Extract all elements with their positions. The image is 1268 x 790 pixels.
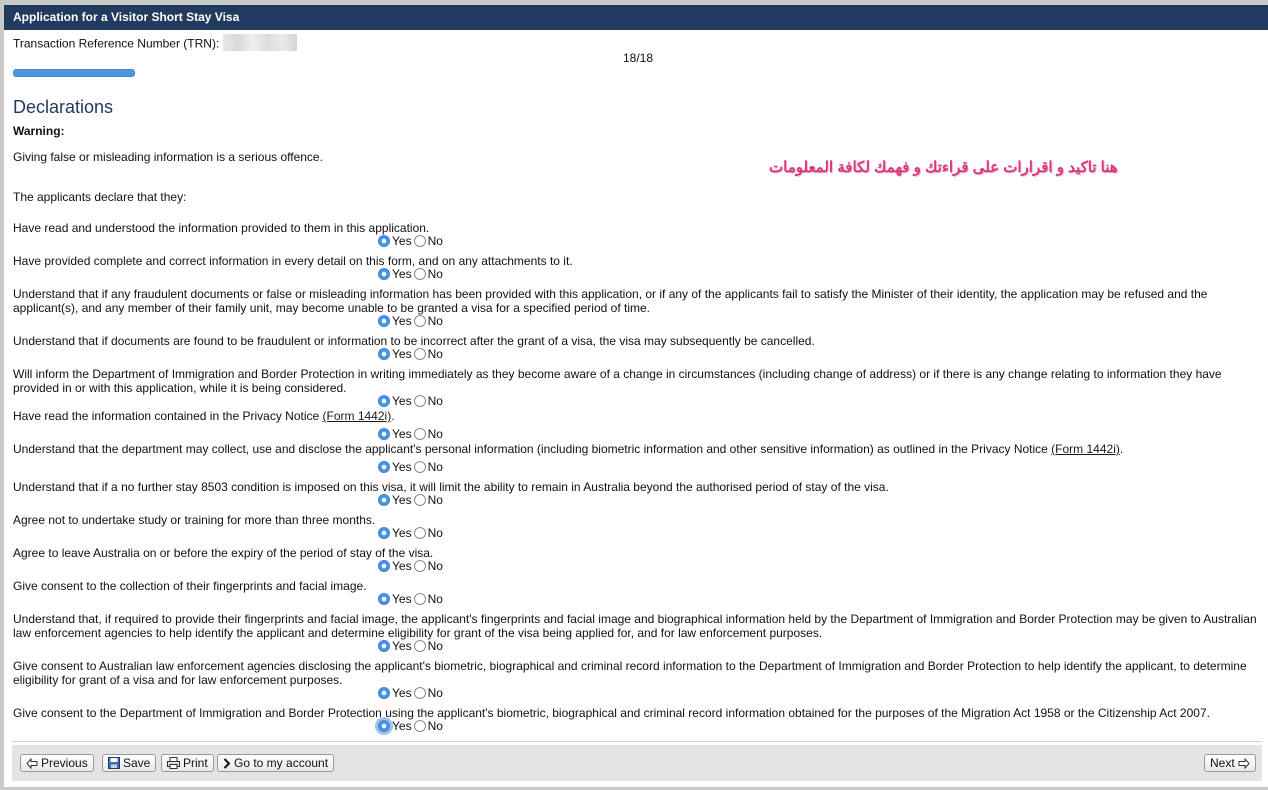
declaration-item	[13, 367, 1261, 395]
arrow-right-icon	[1238, 758, 1250, 769]
no-label: No	[427, 686, 443, 700]
no-radio[interactable]	[414, 348, 426, 360]
privacy-notice-link[interactable]: (Form 1442i)	[1051, 442, 1120, 456]
declaration-text	[13, 442, 1261, 456]
no-radio[interactable]	[414, 494, 426, 506]
yes-radio[interactable]	[378, 494, 390, 506]
yes-radio[interactable]	[378, 720, 390, 732]
no-label: No	[427, 394, 443, 408]
no-label: No	[427, 267, 443, 281]
next-button[interactable]	[1204, 754, 1256, 772]
declaration-item	[13, 579, 1261, 593]
declaration-answer	[378, 234, 498, 248]
warning-text: Giving false or misleading information is a serious offence.	[13, 150, 323, 164]
progress-bar-fill	[14, 70, 134, 76]
no-radio[interactable]	[414, 461, 426, 473]
declaration-answer	[378, 427, 498, 441]
chevron-right-icon	[223, 758, 231, 769]
yes-label: Yes	[392, 234, 412, 248]
yes-radio[interactable]	[378, 593, 390, 605]
declaration-text-main: Understand that the department may collect, use and disclose the applicant's personal information (including biometric information and other sensitive information) as outlined in the Privacy Notice	[13, 442, 1052, 456]
no-label: No	[427, 427, 443, 441]
no-label: No	[427, 493, 443, 507]
no-label: No	[427, 347, 443, 361]
print-button[interactable]	[161, 754, 214, 772]
no-label: No	[427, 559, 443, 573]
no-label: No	[427, 234, 443, 248]
declaration-item	[13, 546, 1261, 560]
declaration-item	[13, 706, 1261, 720]
declaration-text: Understand that if any fraudulent documents or false or misleading information has been provided with this application, or if any of the applicants fail to satisfy the Minister of their identity, the application may be refused and the applicant(s), and any member of their family unit, may become unable to be granted a visa for a specified period of time.	[13, 287, 1208, 315]
yes-label: Yes	[392, 460, 412, 474]
no-radio[interactable]	[414, 268, 426, 280]
annotation-note: هنا تاكيد و اقرارات على قراءتك و فهمك لكافة المعلومات	[769, 159, 1118, 176]
declaration-answer	[378, 719, 498, 733]
save-button[interactable]	[102, 754, 156, 772]
declaration-item	[13, 409, 1261, 423]
declaration-answer	[378, 526, 498, 540]
declaration-answer	[378, 314, 498, 328]
no-label: No	[427, 639, 443, 653]
warning-label: Warning:	[13, 124, 65, 138]
privacy-notice-link[interactable]: (Form 1442i)	[322, 409, 392, 423]
declaration-item	[13, 612, 1261, 640]
yes-label: Yes	[392, 559, 412, 573]
footer-divider	[12, 741, 1262, 742]
declaration-answer	[378, 394, 498, 408]
no-label: No	[427, 526, 443, 540]
yes-radio[interactable]	[378, 235, 390, 247]
yes-label: Yes	[392, 719, 412, 733]
no-label: No	[427, 592, 443, 606]
trn-row	[13, 36, 297, 53]
declaration-answer	[378, 347, 498, 361]
floppy-disk-icon	[108, 757, 120, 769]
previous-label: Previous	[41, 756, 88, 770]
yes-radio[interactable]	[378, 268, 390, 280]
yes-label: Yes	[392, 526, 412, 540]
account-label: Go to my account	[234, 756, 329, 770]
yes-label: Yes	[392, 394, 412, 408]
go-to-account-button[interactable]	[217, 754, 334, 772]
declaration-item	[13, 480, 1261, 494]
declaration-text: Give consent to the Department of Immigration and Border Protection using the applicant's biometric, biographical and criminal record information obtained for the purposes of the Migration Act 1958 or the Citizenship Act 2007.	[13, 706, 1210, 720]
yes-radio[interactable]	[378, 560, 390, 572]
page-indicator: 18/18	[623, 51, 654, 65]
yes-label: Yes	[392, 314, 412, 328]
declaration-text: Understand that, if required to provide their fingerprints and facial image, the applicant's fingerprints and facial image and biographical information held by the Department of Immigration and Border Protection may be given to Australian law enforcement agencies to help identify the applicant and determine eligibility for grant of the visa being applied for, and for law enforcement purposes.	[13, 612, 1257, 640]
no-radio[interactable]	[414, 527, 426, 539]
yes-label: Yes	[392, 347, 412, 361]
arrow-left-icon	[26, 758, 38, 769]
declaration-item	[13, 442, 1261, 456]
window-title: Application for a Visitor Short Stay Visa	[4, 5, 1268, 30]
print-label: Print	[183, 756, 208, 770]
no-radio[interactable]	[414, 395, 426, 407]
declaration-text-main: Have read the information contained in the Privacy Notice	[13, 409, 323, 423]
no-radio[interactable]	[414, 593, 426, 605]
declaration-item	[13, 221, 1261, 235]
application-page	[4, 5, 1268, 787]
page-title: Declarations	[13, 97, 114, 117]
yes-label: Yes	[392, 267, 412, 281]
no-radio[interactable]	[414, 687, 426, 699]
declaration-item	[13, 659, 1261, 687]
no-radio[interactable]	[414, 560, 426, 572]
declaration-item	[13, 334, 1261, 348]
declaration-text: Agree to leave Australia on or before the expiry of the period of stay of the visa.	[13, 546, 434, 560]
declaration-answer	[378, 592, 498, 606]
declaration-text: Agree not to undertake study or training for more than three months.	[13, 513, 376, 527]
previous-button[interactable]	[20, 754, 94, 772]
no-label: No	[427, 719, 443, 733]
yes-label: Yes	[392, 493, 412, 507]
footer-toolbar	[12, 745, 1262, 781]
no-radio[interactable]	[414, 428, 426, 440]
yes-radio[interactable]	[378, 428, 390, 440]
yes-label: Yes	[392, 427, 412, 441]
declaration-text	[13, 409, 1261, 423]
trn-value-redacted	[223, 34, 297, 51]
progress-bar	[13, 69, 135, 77]
declaration-answer	[378, 267, 498, 281]
save-label: Save	[123, 756, 151, 770]
declaration-answer	[378, 460, 498, 474]
declaration-item	[13, 513, 1261, 527]
yes-radio[interactable]	[378, 527, 390, 539]
declaration-answer	[378, 493, 498, 507]
declaration-item	[13, 254, 1261, 268]
declaration-text: Understand that if a no further stay 8503 condition is imposed on this visa, it will limit the ability to remain in Australia beyond the authorised period of stay of the visa.	[13, 480, 889, 494]
declaration-text: Have provided complete and correct information in every detail on this form, and on any attachments to it.	[13, 254, 573, 268]
declaration-answer	[378, 639, 498, 653]
yes-radio[interactable]	[378, 687, 390, 699]
no-label: No	[427, 314, 443, 328]
declaration-text: Have read and understood the information provided to them in this application.	[13, 221, 430, 235]
declaration-text: Understand that if documents are found to be fraudulent or information to be incorrect after the grant of a visa, the visa may subsequently be cancelled.	[13, 334, 815, 348]
yes-radio[interactable]	[378, 640, 390, 652]
yes-radio[interactable]	[378, 395, 390, 407]
declaration-item	[13, 287, 1261, 315]
yes-label: Yes	[392, 686, 412, 700]
yes-radio[interactable]	[378, 348, 390, 360]
declarations-intro: The applicants declare that they:	[13, 190, 187, 204]
declaration-text-end: .	[391, 409, 395, 423]
declaration-answer	[378, 686, 498, 700]
declaration-text-end: .	[1119, 442, 1124, 456]
no-radio[interactable]	[414, 720, 426, 732]
yes-radio[interactable]	[378, 315, 390, 327]
declaration-answer	[378, 559, 498, 573]
next-label: Next	[1210, 756, 1235, 770]
no-radio[interactable]	[414, 640, 426, 652]
declaration-text: Will inform the Department of Immigration and Border Protection in writing immediately as they become aware of a change in circumstances (including change of address) or if there is any change relating to information they have provided in or with this application, while it is being considered.	[13, 367, 1222, 395]
no-radio[interactable]	[414, 235, 426, 247]
no-label: No	[427, 460, 443, 474]
trn-label: Transaction Reference Number (TRN):	[13, 36, 220, 51]
declaration-text: Give consent to the collection of their fingerprints and facial image.	[13, 579, 367, 593]
yes-label: Yes	[392, 592, 412, 606]
yes-radio[interactable]	[378, 461, 390, 473]
printer-icon	[167, 757, 180, 769]
yes-label: Yes	[392, 639, 412, 653]
no-radio[interactable]	[414, 315, 426, 327]
declaration-text: Give consent to Australian law enforcement agencies disclosing the applicant's biometric, biographical and criminal record information to the Department of Immigration and Border Protection to help identify the applicant, to determine eligibility for grant of a visa and for law enforcement purposes.	[13, 659, 1247, 687]
